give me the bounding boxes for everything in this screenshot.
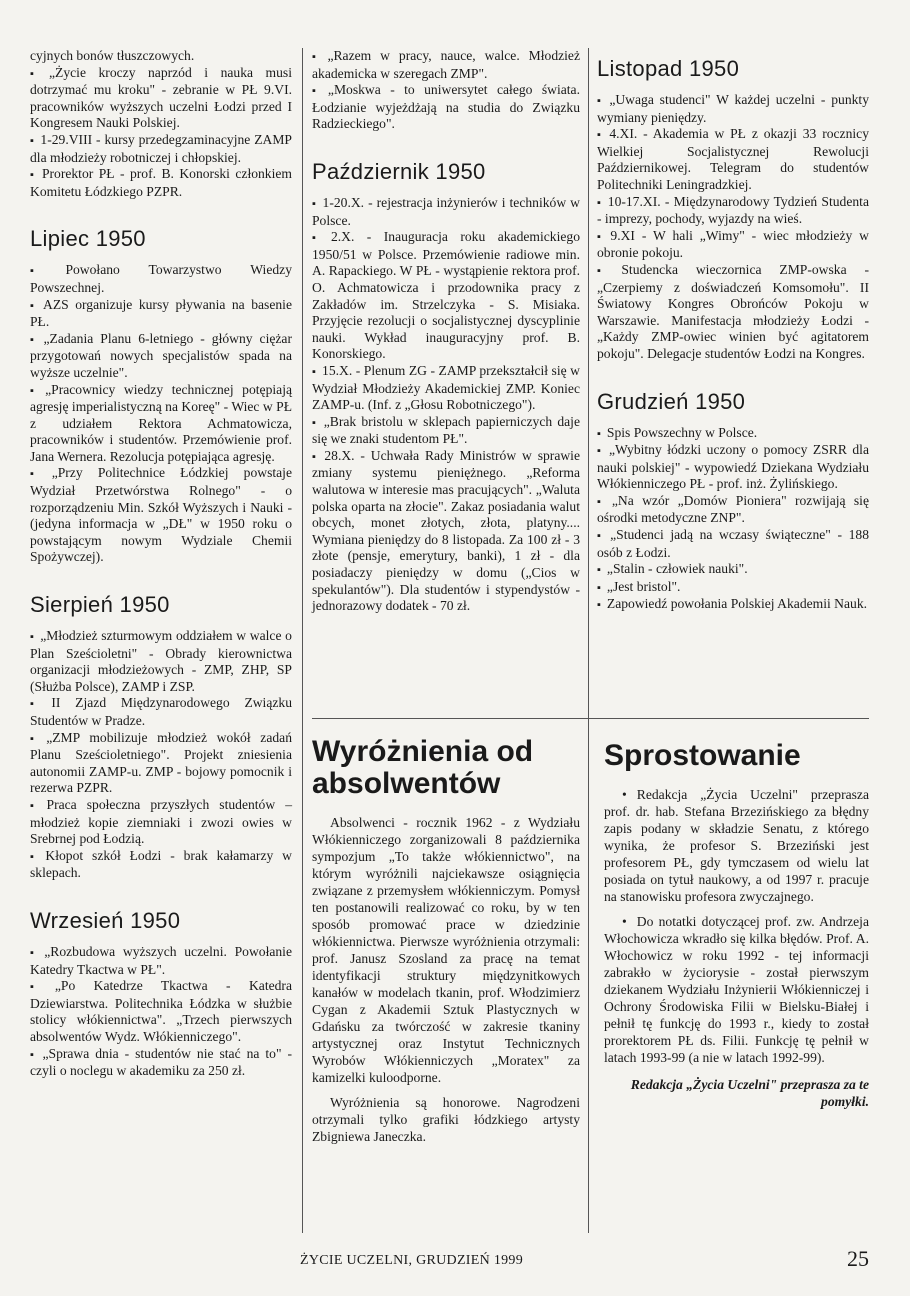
list-item: ▪ „ZMP mobilizuje młodzież wokół zadań Planu Sześcioletniego". Projekt zniesienia autonomii ZAMP-u. ZMP - bojowy pomocnik i rezerwa PZPR. bbox=[30, 730, 292, 797]
list-item: ▪ „Na wzór „Domów Pioniera" rozwijają się ośrodki metodyczne ZNP". bbox=[597, 493, 869, 527]
list-item: ▪ 9.XI - W hali „Wimy" - wiec młodzieży w obronie pokoju. bbox=[597, 228, 869, 262]
section-heading-lipiec: Lipiec 1950 bbox=[30, 226, 146, 252]
article-headline: Sprostowanie bbox=[604, 739, 801, 772]
list-item: ▪ „Razem w pracy, nauce, walce. Młodzież akademicka w szeregach ZMP". bbox=[312, 48, 580, 82]
section-heading-wrzesien: Wrzesień 1950 bbox=[30, 907, 181, 933]
list-item: ▪ 4.XI. - Akademia w PŁ z okazji 33 rocznicy Wielkiej Socjalistycznej Rewolucji Październikowej. Telegram do studentów Politechniki Leningradzkiej. bbox=[597, 126, 869, 193]
column-2 bbox=[312, 48, 580, 615]
list-item: cyjnych bonów tłuszczowych. bbox=[30, 48, 195, 63]
list-item: ▪ 28.X. - Uchwała Rady Ministrów w sprawie zmiany systemu pieniężnego. „Reforma walutowa w interesie mas pracujących". „Waluta polska oparta na złocie". Zakaz posiadania walut obcych, monet złotych, złota, platyny.... Wymiana pieniędzy do 8 listopada. Za 100 zł - 3 złote (pensje, emerytury, banki), 1 zł - dla posiadaczy pieniędzy w domu („Cios w spekulantów"). Dla studentów i stypendystów - jednorazowy dodatek - 70 zł. bbox=[312, 448, 580, 615]
list-item: ▪ Kłopot szkół Łodzi - brak kałamarzy w sklepach. bbox=[30, 848, 292, 882]
column-divider bbox=[588, 48, 589, 1233]
column-3 bbox=[597, 48, 869, 614]
list-item: ▪ „Po Katedrze Tkactwa - Katedra Dziewiarstwa. Politechnika Łódzka w służbie stolicy włókiennictwa". „Trzech pierwszych absolwentów Wydz. Włókienniczego". bbox=[30, 978, 292, 1045]
list-item: ▪ 1-29.VIII - kursy przedegzaminacyjne ZAMP dla młodzieży robotniczej i chłopskiej. bbox=[30, 132, 292, 166]
list-item: ▪ 15.X. - Plenum ZG - ZAMP przekształcił się w Wydział Młodzieży Akademickiej ZMP. Koniec ZAMP-u. (Inf. z „Głosu Robotniczego"). bbox=[312, 363, 580, 414]
section-heading-grudzien: Grudzień 1950 bbox=[597, 388, 746, 414]
list-item: ▪ „Pracownicy wiedzy technicznej potępiają agresję imperialistyczną na Koreę" - Wiec w PŁ z udziałem Rektora Achmatowicza, pracowników i studentów. Przemówienie prof. Jana Wernera. Rezolucja potępiająca agresję. bbox=[30, 382, 292, 466]
list-item: ▪ „Życie kroczy naprzód i nauka musi dotrzymać mu kroku" - zebranie w PŁ 9.VI. pracowników wyższych uczelni Łodzi przed I Kongresem Nauki Polskiej. bbox=[30, 65, 292, 132]
list-item: ▪ „Jest bristol". bbox=[597, 579, 869, 597]
list-item: ▪ „Wybitny łódzki uczony o pomocy ZSRR dla nauki polskiej" - wypowiedź Dziekana Wydziału Włókienniczego PŁ - prof. inż. Żylińskiego. bbox=[597, 442, 869, 493]
list-item: ▪ „Brak bristolu w sklepach papierniczych daje się we znaki studentom PŁ". bbox=[312, 414, 580, 448]
list-item: ▪ „Stalin - człowiek nauki". bbox=[597, 561, 869, 579]
list-item: ▪ AZS organizuje kursy pływania na basenie PŁ. bbox=[30, 297, 292, 331]
page-footer: ŻYCIE UCZELNI, GRUDZIEŃ 1999 bbox=[300, 1253, 524, 1268]
list-item: ▪ „Studenci jadą na wczasy świąteczne" - 188 osób z Łodzi. bbox=[597, 527, 869, 561]
article-paragraph: Absolwenci - rocznik 1962 - z Wydziału Włókienniczego zorganizowali 8 października sympozjum „To także włókiennictwo", na którym wyróżnili najciekawsze osiągnięcia związane z przemysłem włókienniczym. Pomysł ten postanowili realizować co roku, by w ten sposób promować prace w dziedzinie włókiennictwa. Pierwsze wyróżnienia otrzymali: prof. Janusz Szosland za pracę na temat identyfikacji struktury międzynitkowych kanałów w modelach tkanin, prof. Włodzimierz Cygan z Akademii Sztuk Plastycznych w Gdańsku za twórczość w zakresie tkaniny artystycznej oraz Instytut Technicznych Wyrobów Włókienniczych „Moratex" za kamizelki kuloodporne. bbox=[312, 815, 580, 1085]
list-item: ▪ 1-20.X. - rejestracja inżynierów i techników w Polsce. bbox=[312, 195, 580, 229]
list-item: ▪ Spis Powszechny w Polsce. bbox=[597, 425, 869, 443]
list-item: ▪ „Przy Politechnice Łódzkiej powstaje Wydział Przetwórstwa Rolnego" - o rozporządzeniu Min. Szkół Wyższych i Nauki - (jedyna informacja w „DŁ" w 1950 roku o powstającym nowym Wydziale Chemii Spożywczej). bbox=[30, 465, 292, 566]
section-heading-sierpien: Sierpień 1950 bbox=[30, 592, 170, 618]
list-item: ▪ „Moskwa - to uniwersytet całego świata. Łodzianie wyjeżdżają na studia do Związku Radzieckiego". bbox=[312, 82, 580, 133]
article-paragraph: • Do notatki dotyczącej prof. zw. Andrzeja Włochowicza wkradło się kilka błędów. Prof. A. Włochowicz w roku 1992 - tej informacji zabrakło w życiorysie - został pierwszym dziekanem Wydziału Inżynierii Włókienniczej i Ochrony Środowiska Filii w Bielsku-Białej i pełnił tę funkcję do 1993 r., kiedy to został prorektorem PŁ ds. Filii. Funkcję tę pełnił w latach 1993-99 (a nie w latach 1992-99). bbox=[604, 913, 869, 1066]
list-item: ▪ Prorektor PŁ - prof. B. Konorski członkiem Komitetu Łódzkiego PZPR. bbox=[30, 166, 292, 200]
list-item: ▪ Zapowiedź powołania Polskiej Akademii Nauk. bbox=[597, 596, 869, 614]
column-1 bbox=[30, 48, 292, 1080]
section-divider bbox=[312, 718, 869, 719]
article-headline: Wyróżnienia od absolwentów bbox=[312, 735, 534, 800]
list-item: ▪ 10-17.XI. - Międzynarodowy Tydzień Studenta - imprezy, pochody, wyjazdy na wieś. bbox=[597, 194, 869, 228]
article-sprostowanie bbox=[604, 740, 869, 1110]
list-item: ▪ II Zjazd Międzynarodowego Związku Studentów w Pradze. bbox=[30, 695, 292, 729]
list-item: ▪ „Zadania Planu 6-letniego - główny ciężar przygotowań nowych specjalistów spada na wyższe uczelnie". bbox=[30, 331, 292, 382]
list-item: ▪ Praca społeczna przyszłych studentów – młodzież kopie ziemniaki i zwozi owies w Srebrnej pod Łodzią. bbox=[30, 797, 292, 848]
list-item: ▪ „Sprawa dnia - studentów nie stać na to" - czyli o noclegu w akademiku za 250 zł. bbox=[30, 1046, 292, 1080]
list-item: ▪ „Rozbudowa wyższych uczelni. Powołanie Katedry Tkactwa w PŁ". bbox=[30, 944, 292, 978]
signature: Redakcja „Życia Uczelni" przeprasza za te pomyłki. bbox=[630, 1077, 869, 1109]
list-item: ▪ Studencka wieczornica ZMP-owska - „Czerpiemy z doświadczeń Komsomołu". II Światowy Kongres Obrońców Pokoju w Warszawie. Manifestacja młodzieży Łodzi - „Każdy ZMP-owiec winien być agitatorem pokoju". Delegacje studentów Łodzi na Kongres. bbox=[597, 262, 869, 363]
article-wyroznienia bbox=[312, 736, 580, 1145]
column-divider bbox=[302, 48, 303, 1233]
list-item: ▪ „Uwaga studenci" W każdej uczelni - punkty wymiany pieniędzy. bbox=[597, 92, 869, 126]
page-number: 25 bbox=[847, 1246, 869, 1271]
list-item: ▪ „Młodzież szturmowym oddziałem w walce o Plan Sześcioletni" - Obrady kierownictwa organizacji młodzieżowych - ZMP, ZHP, SP (Służba Polsce), ZAMP i ZSP. bbox=[30, 628, 292, 695]
section-heading-listopad: Listopad 1950 bbox=[597, 56, 740, 81]
list-item: ▪ Powołano Towarzystwo Wiedzy Powszechnej. bbox=[30, 262, 292, 296]
list-item: ▪ 2.X. - Inauguracja roku akademickiego 1950/51 w Polsce. Przemówienie radiowe min. A. Rapackiego. W PŁ - wystąpienie rektora prof. O. Achmatowicza i przodownika pracy z Zakładów im. Strzelczyka - S. Misiaka. Przyjęcie rezolucji o socjalistycznej dyscyplinie nauki. Wykład inauguracyjny prof. B. Konorskiego. bbox=[312, 229, 580, 363]
section-heading-pazdziernik: Październik 1950 bbox=[312, 158, 486, 184]
article-paragraph: • Redakcja „Życia Uczelni" przeprasza prof. dr. hab. Stefana Brzezińskiego za błędny zapis podany w składzie Senatu, z którego wynika, że profesor S. Brzeziński jest profesorem PŁ, gdy tymczasem od wielu lat posiada on tytuł naukowy, a od 1997 r. pracuje na stanowisku profesora zwyczajnego. bbox=[604, 786, 869, 905]
article-paragraph: Wyróżnienia są honorowe. Nagrodzeni otrzymali tylko grafiki łódzkiego artysty Zbigniewa Janeczka. bbox=[312, 1095, 580, 1144]
